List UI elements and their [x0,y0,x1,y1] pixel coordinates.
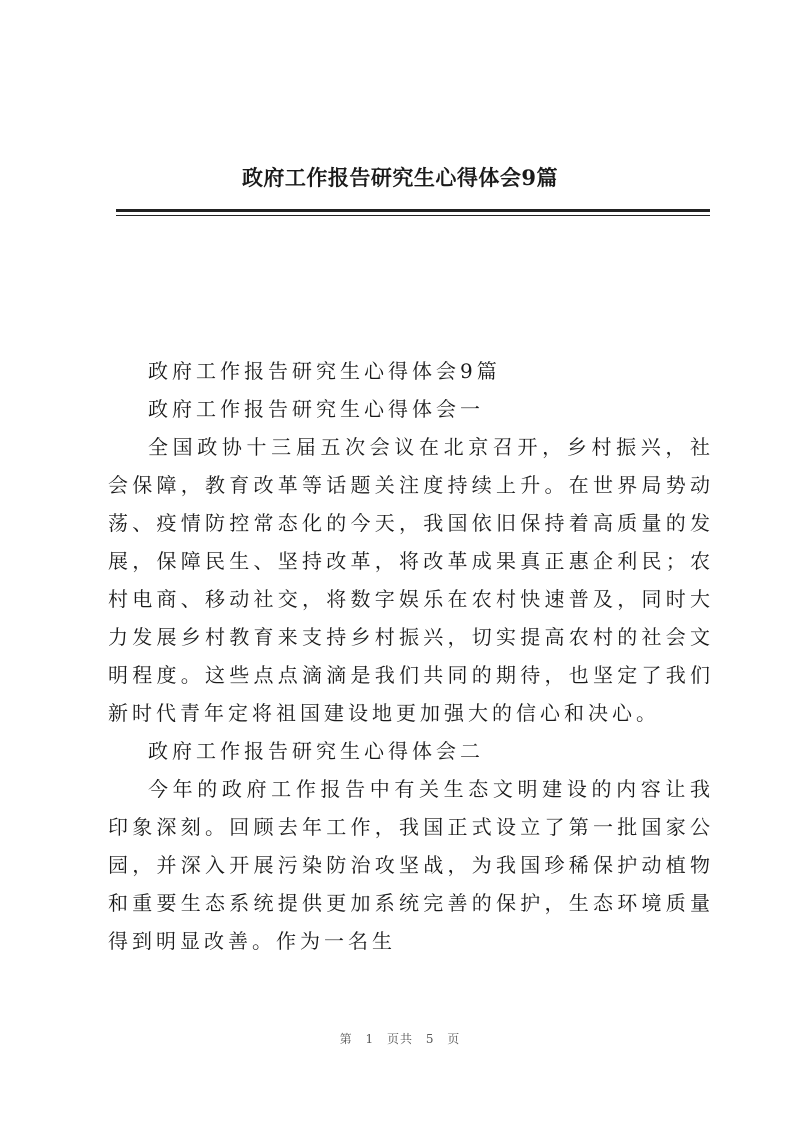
title-divider-thick [116,209,710,212]
body-paragraph: 全国政协十三届五次会议在北京召开，乡村振兴，社会保障，教育改革等话题关注度持续上升。在世界局势动荡、疫情防控常态化的今天，我国依旧保持着高质量的发展，保障民生、坚持改革，将改革成果真正惠企利民；农村电商、移动社交，将数字娱乐在农村快速普及，同时大力发展乡村教育来支持乡村振兴，切实提高农村的社会文明程度。这些点点滴滴是我们共同的期待，也坚定了我们新时代青年定将祖国建设地更加强大的信心和决心。 [108,435,714,725]
page-prefix: 第 [339,1032,353,1046]
section-heading-one: 政府工作报告研究生心得体会一 [148,397,484,421]
document-body [108,352,714,960]
body-paragraph: 今年的政府工作报告中有关生态文明建设的内容让我印象深刻。回顾去年工作，我国正式设立了第一批国家公园，并深入开展污染防治攻坚战，为我国珍稀保护动植物和重要生态系统提供更加系统完善的保护，生态环境质量得到明显改善。作为一名生 [108,777,714,953]
page-title: 政府工作报告研究生心得体会9篇 [241,165,559,190]
section-heading-two: 政府工作报告研究生心得体会二 [148,739,484,763]
title-divider-thin [116,215,710,216]
page-suffix: 页 [447,1032,461,1046]
page-middle-text: 页共 [386,1032,413,1046]
page-footer [0,1030,800,1047]
subtitle-paragraph: 政府工作报告研究生心得体会9篇 [148,359,501,383]
total-pages-number: 5 [425,1032,435,1046]
current-page-number: 1 [365,1032,375,1046]
